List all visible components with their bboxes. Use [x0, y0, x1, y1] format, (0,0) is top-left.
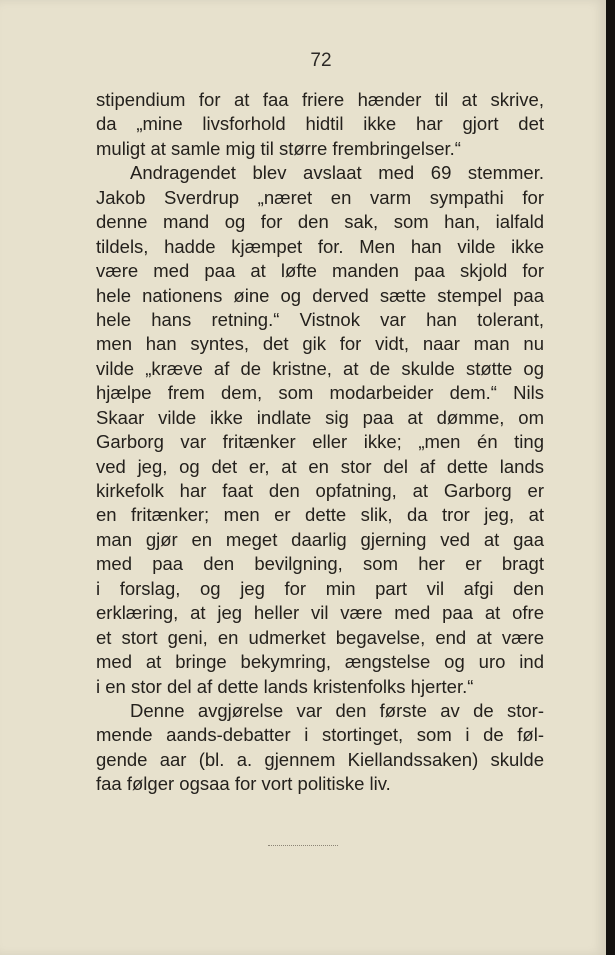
- text-line: Jakob Sverdrup „næret en varm sympathi for: [96, 186, 544, 208]
- text-line: Denne avgjørelse var den første av de stor-: [130, 699, 544, 721]
- text-line: tildels, hadde kjæmpet for. Men han vilde ikke: [96, 235, 544, 257]
- text-line: Skaar vilde ikke indlate sig paa at dømme, om: [96, 406, 544, 428]
- text-line: hele nationens øine og derved sætte stempel paa: [96, 284, 544, 306]
- text-line: en fritænker; men er dette slik, da tror jeg, at: [96, 504, 544, 526]
- text-line: denne mand og for den sak, som han, ialfald: [96, 211, 544, 233]
- text-line: man gjør en meget daarlig gjerning ved at gaa: [96, 528, 544, 550]
- text-line: kirkefolk har faat den opfatning, at Garborg er: [96, 480, 544, 501]
- text-line: ved jeg, og det er, at en stor del af dette lands: [96, 455, 544, 477]
- text-line: vilde „kræve af de kristne, at de skulde støtte og: [96, 357, 544, 379]
- text-line: da „mine livsforhold hidtil ikke har gjort det: [96, 113, 544, 135]
- page-number: 72: [310, 50, 332, 71]
- text-line: i forslag, og jeg for min part vil afgi den: [96, 577, 544, 599]
- text-line: gende aar (bl. a. gjennem Kiellandssaken) skulde: [96, 748, 544, 770]
- text-line: stipendium for at faa friere hænder til at skrive,: [96, 89, 544, 110]
- text-line: muligt at samle mig til større frembringelser.“: [96, 137, 461, 159]
- text-line: erklæring, at jeg heller vil være med paa at ofre: [96, 602, 544, 624]
- text-line: med paa den bevilgning, som her er bragt: [96, 553, 544, 575]
- text-line: et stort geni, en udmerket begavelse, end at være: [96, 626, 544, 648]
- text-line: være med paa at løfte manden paa skjold for: [96, 260, 544, 282]
- text-line: Garborg var fritænker eller ikke; „men én ting: [96, 431, 544, 453]
- text-line: i en stor del af dette lands kristenfolks hjerter.“: [96, 675, 474, 697]
- text-line: men han syntes, det gik for vidt, naar man nu: [96, 333, 544, 355]
- text-line: hele hans retning.“ Vistnok var han tolerant,: [96, 308, 544, 330]
- text-line: mende aands-debatter i stortinget, som i de føl-: [96, 724, 544, 746]
- text-line: med at bringe bekymring, ængstelse og uro ind: [96, 651, 544, 673]
- text-line: Andragendet blev avslaat med 69 stemmer.: [130, 162, 544, 184]
- end-rule: [268, 845, 338, 846]
- body-text: [96, 88, 544, 797]
- text-line: faa følger ogsaa for vort politiske liv.: [96, 773, 391, 795]
- text-line: hjælpe frem dem, som modarbeider dem.“ Nils: [96, 382, 544, 404]
